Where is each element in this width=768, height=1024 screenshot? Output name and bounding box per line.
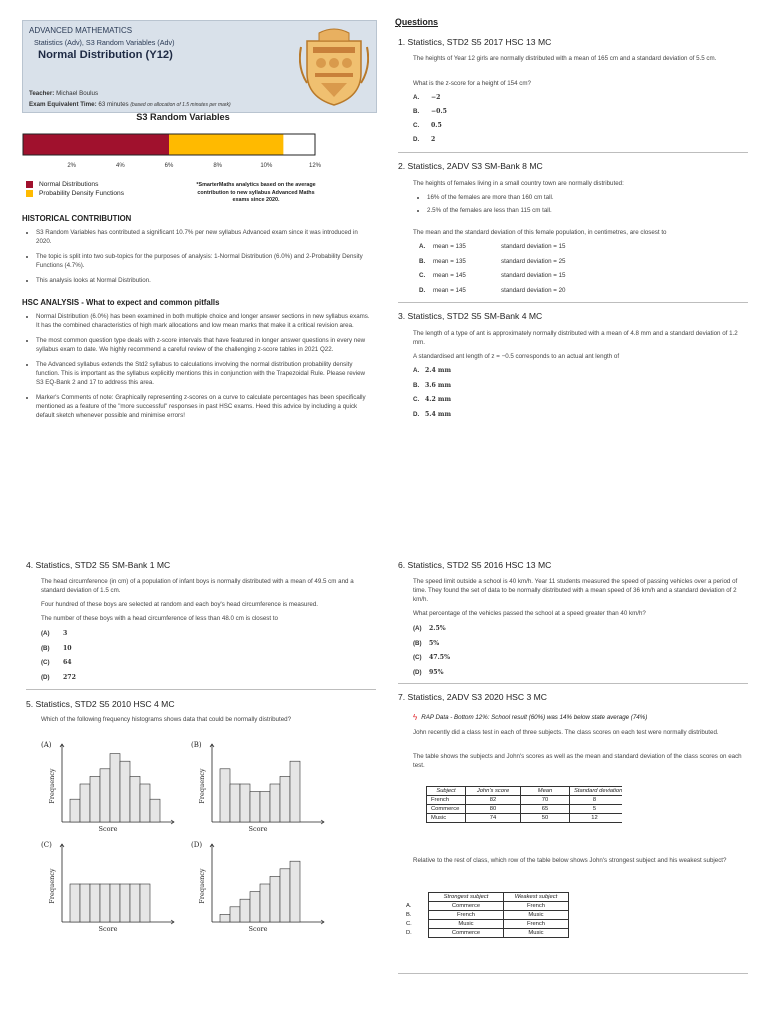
q1-text: The heights of Year 12 girls are normally distributed with a mean of 165 cm and a standard deviation of 5.5 cm. xyxy=(413,55,717,62)
q2-bullets xyxy=(415,194,554,222)
histogram-bar xyxy=(150,799,160,822)
tick-label: 8% xyxy=(213,163,223,169)
q4-ask: The number of these boys with a head circumference of less than 48.0 cm is closest to xyxy=(41,615,278,622)
histogram-ylabel: Frequency xyxy=(198,768,206,804)
q7-title: 7. Statistics, 2ADV S3 2020 HSC 3 MC xyxy=(398,692,548,702)
tick-label: 10% xyxy=(260,163,273,169)
table-cell: 82 xyxy=(466,796,521,805)
histogram-label: (A) xyxy=(41,741,52,749)
bar-segment-1 xyxy=(23,134,169,155)
table-cell: French xyxy=(504,920,569,929)
histogram-bar xyxy=(220,914,230,922)
divider xyxy=(398,973,748,974)
histogram-label: (B) xyxy=(191,741,202,749)
teacher-label: Teacher: xyxy=(29,90,55,97)
histogram-bar xyxy=(250,892,260,922)
q4-option-d[interactable]: (D) 272 xyxy=(41,673,76,681)
histogram-ylabel: Frequency xyxy=(48,768,56,804)
histogram-bar xyxy=(110,884,120,922)
legend-swatch-normal xyxy=(26,181,33,188)
histogram-bar xyxy=(140,784,150,822)
exam-time-label: Exam Equivalent Time: xyxy=(29,101,97,108)
table-header: Weakest subject xyxy=(504,893,569,902)
q4-option-a[interactable]: (A) 3 xyxy=(41,630,68,637)
histogram-b[interactable] xyxy=(191,741,324,833)
q6-ask: What percentage of the vehicles passed the school at a speed greater than 40 km/h? xyxy=(413,610,646,617)
q3-options xyxy=(413,367,451,425)
q3-text: The length of a type of ant is approximately normally distributed with a mean of 4.8 mm and a standard deviation of 1.2 mm. xyxy=(413,330,738,346)
histogram-label: (C) xyxy=(41,841,52,849)
q1-ask: What is the z-score for a height of 154 cm? xyxy=(413,80,531,87)
histogram-bar xyxy=(260,792,270,822)
q3-option-c[interactable]: C. 4.2 mm xyxy=(413,396,452,403)
table-cell: Commerce xyxy=(429,902,504,911)
table-cell: French xyxy=(427,796,466,805)
q4-option-b[interactable]: (B) 10 xyxy=(41,644,72,652)
table-cell: Commerce xyxy=(427,805,466,814)
histogram-bar xyxy=(100,769,110,822)
lightning-icon: ϟ xyxy=(413,713,418,722)
histogram-bar xyxy=(100,884,110,922)
table-cell: 5 xyxy=(570,805,623,814)
histogram-xlabel: Score xyxy=(248,925,268,933)
q2-bullet: • 2.5% of the females are less than 115 cm tall. xyxy=(427,207,554,216)
histogram-bar xyxy=(230,784,240,822)
q4-option-c[interactable]: (C) 64 xyxy=(41,659,72,666)
historical-heading: HISTORICAL CONTRIBUTION xyxy=(22,214,132,223)
divider xyxy=(398,152,748,153)
q7-answer-row-b[interactable] xyxy=(406,911,569,920)
q5-histograms xyxy=(36,738,336,938)
histogram-xlabel: Score xyxy=(248,825,268,833)
answer-letter: C. xyxy=(406,921,412,927)
q4-text: The head circumference (in cm) of a population of infant boys is normally distributed with a mean of 49.5 cm and a standard deviation of 1.5 cm. xyxy=(41,578,354,594)
q1-option-a[interactable]: A. −2 xyxy=(413,94,441,101)
q7-scores-table-wrap xyxy=(426,786,622,823)
analysis-point: • The most common question type deals with z-score intervals that have featured in longer answer questions in every new syllabus exam to date. We highly recommend a careful review of the challenging z-score tables in 2021 Q22. xyxy=(36,337,372,355)
table-header: Mean xyxy=(521,787,570,796)
histogram-bar xyxy=(250,792,260,822)
table-cell: 70 xyxy=(521,796,570,805)
teacher-name: Michael Boulus xyxy=(56,90,99,97)
q3-option-d[interactable]: D. 5.4 mm xyxy=(413,410,452,418)
table-header: John's score xyxy=(466,787,521,796)
histogram-bar xyxy=(80,884,90,922)
q5-title: 5. Statistics, STD2 S5 2010 HSC 4 MC xyxy=(26,699,175,709)
histogram-bar xyxy=(140,884,150,922)
histogram-bar xyxy=(270,876,280,922)
divider xyxy=(398,302,748,303)
table-header: Subject xyxy=(427,787,466,796)
q6-option-c[interactable]: (C) 47.5% xyxy=(413,654,450,661)
questions-heading: Questions xyxy=(395,17,439,27)
q2-option-c[interactable]: C. mean = 145 standard deviation = 15 xyxy=(419,272,566,279)
table-cell: Music xyxy=(504,929,569,938)
histogram-ylabel: Frequency xyxy=(48,868,56,904)
histogram-bar xyxy=(240,899,250,922)
histogram-xlabel: Score xyxy=(98,925,118,933)
histogram-c[interactable] xyxy=(41,841,174,933)
historical-point: • This analysis looks at Normal Distribution. xyxy=(36,277,367,286)
header-box xyxy=(22,20,377,113)
histogram-bar xyxy=(280,776,290,822)
q2-bullet: • 16% of the females are more than 160 cm tall. xyxy=(427,194,554,203)
q6-option-b[interactable]: (B) 5% xyxy=(413,639,440,647)
histogram-bar xyxy=(280,869,290,922)
table-cell: Music xyxy=(429,920,504,929)
table-cell: 80 xyxy=(466,805,521,814)
histogram-bar xyxy=(260,884,270,922)
tick-label: 6% xyxy=(164,163,174,169)
tick-label: 4% xyxy=(115,163,125,169)
q2-title: 2. Statistics, 2ADV S3 SM-Bank 8 MC xyxy=(398,161,543,171)
contribution-bar-chart xyxy=(22,133,322,173)
q7-rap-line xyxy=(413,713,647,722)
table-cell: 65 xyxy=(521,805,570,814)
legend-swatch-pdf xyxy=(26,190,33,197)
histogram-bar xyxy=(90,776,100,822)
q7-scores-table xyxy=(426,786,622,823)
q6-option-d[interactable]: (D) 95% xyxy=(413,668,444,676)
historical-point: • The topic is split into two sub-topics for the purposes of analysis: 1-Normal Distribution (6.0%) and 2-Probability Density Functions (4.7%). xyxy=(36,253,367,271)
table-row xyxy=(427,814,623,823)
q2-options xyxy=(419,243,566,301)
table-cell: Music xyxy=(504,911,569,920)
histogram-bar xyxy=(240,784,250,822)
q2-option-d[interactable]: D. mean = 145 standard deviation = 20 xyxy=(419,286,566,294)
tick-label: 12% xyxy=(308,163,322,169)
q4-options xyxy=(41,630,76,688)
q7-text2: The table shows the subjects and John's scores as well as the mean and standard deviation of the class scores on each test. xyxy=(413,753,742,769)
divider xyxy=(398,683,748,684)
tick-label: 2% xyxy=(67,163,77,169)
analysis-point: • Marker's Comments of note: Graphically representing z-scores on a curve to calculate percentages has been specifically mentioned as a feature of the "more successful" responses in past HSC exams. Heed this advice by including a quick default sketch whenever possible and minimise errors! xyxy=(36,394,372,421)
histogram-label: (D) xyxy=(191,841,203,849)
q7-answer-table xyxy=(406,892,569,938)
table-cell: 50 xyxy=(521,814,570,823)
answer-letter: A. xyxy=(406,903,412,909)
analysis-point: • Normal Distribution (6.0%) has been examined in both multiple choice and longer answer sections in new syllabus exams. It has the combined characteristics of high mark allocations and low mean marks that make it a critical revision area. xyxy=(36,313,372,331)
histogram-bar xyxy=(220,769,230,822)
legend-label-pdf: Probability Density Functions xyxy=(39,190,125,197)
table-cell: 8 xyxy=(570,796,623,805)
table-header: Standard deviation xyxy=(570,787,623,796)
historical-point: • S3 Random Variables has contributed a significant 10.7% per new syllabus Advanced exam since it was introduced in 2020. xyxy=(36,229,367,247)
table-cell: 12 xyxy=(570,814,623,823)
q2-option-b[interactable]: B. mean = 135 standard deviation = 25 xyxy=(419,257,566,265)
q6-title: 6. Statistics, STD2 S5 2016 HSC 13 MC xyxy=(398,560,552,570)
histogram-bar xyxy=(110,754,120,822)
histogram-bar xyxy=(290,761,300,822)
q3-title: 3. Statistics, STD2 S5 SM-Bank 4 MC xyxy=(398,311,543,321)
histogram-bar xyxy=(230,907,240,922)
histogram-a[interactable] xyxy=(41,741,174,833)
table-row xyxy=(427,805,623,814)
chart-title: S3 Random Variables xyxy=(136,112,230,122)
q1-option-d[interactable]: D. 2 xyxy=(413,136,436,143)
histogram-d[interactable] xyxy=(191,841,324,933)
answer-letter: D. xyxy=(406,930,412,936)
histogram-ylabel: Frequency xyxy=(198,868,206,904)
q6-options xyxy=(413,625,450,683)
q2-text: The heights of females living in a small country town are normally distributed: xyxy=(413,180,624,187)
q1-options xyxy=(413,94,447,150)
header-subtitle: Statistics (Adv), S3 Random Variables (Adv) xyxy=(34,38,175,47)
exam-time-value: 63 minutes xyxy=(98,101,129,108)
q7-rap-data: RAP Data - Bottom 12%: School result (60%) was 14% below state average (74%) xyxy=(421,714,648,721)
q3-option-a[interactable]: A. 2.4 mm xyxy=(413,367,452,374)
exam-time-line xyxy=(29,101,231,108)
histogram-bar xyxy=(70,884,80,922)
q2-ask: The mean and the standard deviation of this female population, in centimetres, are closest to xyxy=(413,229,667,236)
histogram-bar xyxy=(120,884,130,922)
histogram-bar xyxy=(130,776,140,822)
q4-text2: Four hundred of these boys are selected at random and each boy's head circumference is measured. xyxy=(41,601,319,608)
q7-answer-row-a[interactable] xyxy=(406,902,569,911)
q2-option-a[interactable]: A. mean = 135 standard deviation = 15 xyxy=(419,243,566,250)
q7-answer-row-d[interactable] xyxy=(406,929,569,938)
q7-answer-table-wrap xyxy=(406,892,569,938)
bar-segment-2 xyxy=(169,134,283,155)
answer-letter: B. xyxy=(406,912,412,918)
q1-title: 1. Statistics, STD2 S5 2017 HSC 13 MC xyxy=(398,37,552,47)
course-label: ADVANCED MATHEMATICS xyxy=(29,26,133,35)
table-header: Strongest subject xyxy=(429,893,504,902)
histogram-bar xyxy=(130,884,140,922)
histogram-bar xyxy=(80,784,90,822)
divider xyxy=(26,689,376,690)
histogram-bar xyxy=(120,761,130,822)
legend-label-normal: Normal Distributions xyxy=(39,181,99,188)
histogram-bar xyxy=(270,784,280,822)
page-title: Normal Distribution (Y12) xyxy=(38,49,173,61)
analysis-heading: HSC ANALYSIS - What to expect and common pitfalls xyxy=(22,298,220,307)
school-crest-logo xyxy=(299,27,369,107)
analysis-list xyxy=(22,313,372,427)
q3-ask: A standardised ant length of z = −0.5 corresponds to an actual ant length of xyxy=(413,353,620,360)
histogram-xlabel: Score xyxy=(98,825,118,833)
teacher-line xyxy=(29,90,98,97)
table-cell: Commerce xyxy=(429,929,504,938)
q7-text: John recently did a class test in each of three subjects. The class scores on each test were normally distributed. xyxy=(413,729,719,736)
q5-ask: Which of the following frequency histograms shows data that could be normally distributed? xyxy=(41,716,292,723)
q6-text: The speed limit outside a school is 40 km/h. Year 11 students measured the speed of passing vehicles over a period of time. They found the set of data to be normally distributed with a mean speed of 36 km/h and a standard deviation of 2 km/h. xyxy=(413,578,738,603)
analytics-note: *SmarterMaths analytics based on the average contribution to new syllabus Advanced Maths exams since 2020. xyxy=(196,182,316,204)
histogram-bar xyxy=(290,861,300,922)
q7-answer-row-c[interactable] xyxy=(406,920,569,929)
q7-ask: Relative to the rest of class, which row of the table below shows John's strongest subject and his weakest subject? xyxy=(413,857,727,864)
histogram-bar xyxy=(90,884,100,922)
table-cell: Music xyxy=(427,814,466,823)
q6-option-a[interactable]: (A) 2.5% xyxy=(413,625,446,632)
q4-title: 4. Statistics, STD2 S5 SM-Bank 1 MC xyxy=(26,560,171,570)
q1-option-b[interactable]: B. −0.5 xyxy=(413,108,447,115)
analysis-point: • The Advanced syllabus extends the Std2 syllabus to calculations involving the normal distribution probability density function. This is important as the syllabus explicitly mentions this in conjunction with the Trapezoidal Rule. Please review S3 EQ-Bank 2 and 17 to address this area. xyxy=(36,361,372,388)
table-cell: French xyxy=(504,902,569,911)
q3-option-b[interactable]: B. 3.6 mm xyxy=(413,381,452,389)
q1-option-c[interactable]: C. 0.5 xyxy=(413,122,442,129)
historical-list xyxy=(22,229,367,292)
table-cell: French xyxy=(429,911,504,920)
histogram-bar xyxy=(70,799,80,822)
table-cell: 74 xyxy=(466,814,521,823)
table-row xyxy=(427,796,623,805)
exam-time-note: (based on allocation of 1.5 minutes per mark) xyxy=(130,102,231,108)
chart-legend xyxy=(26,180,124,198)
